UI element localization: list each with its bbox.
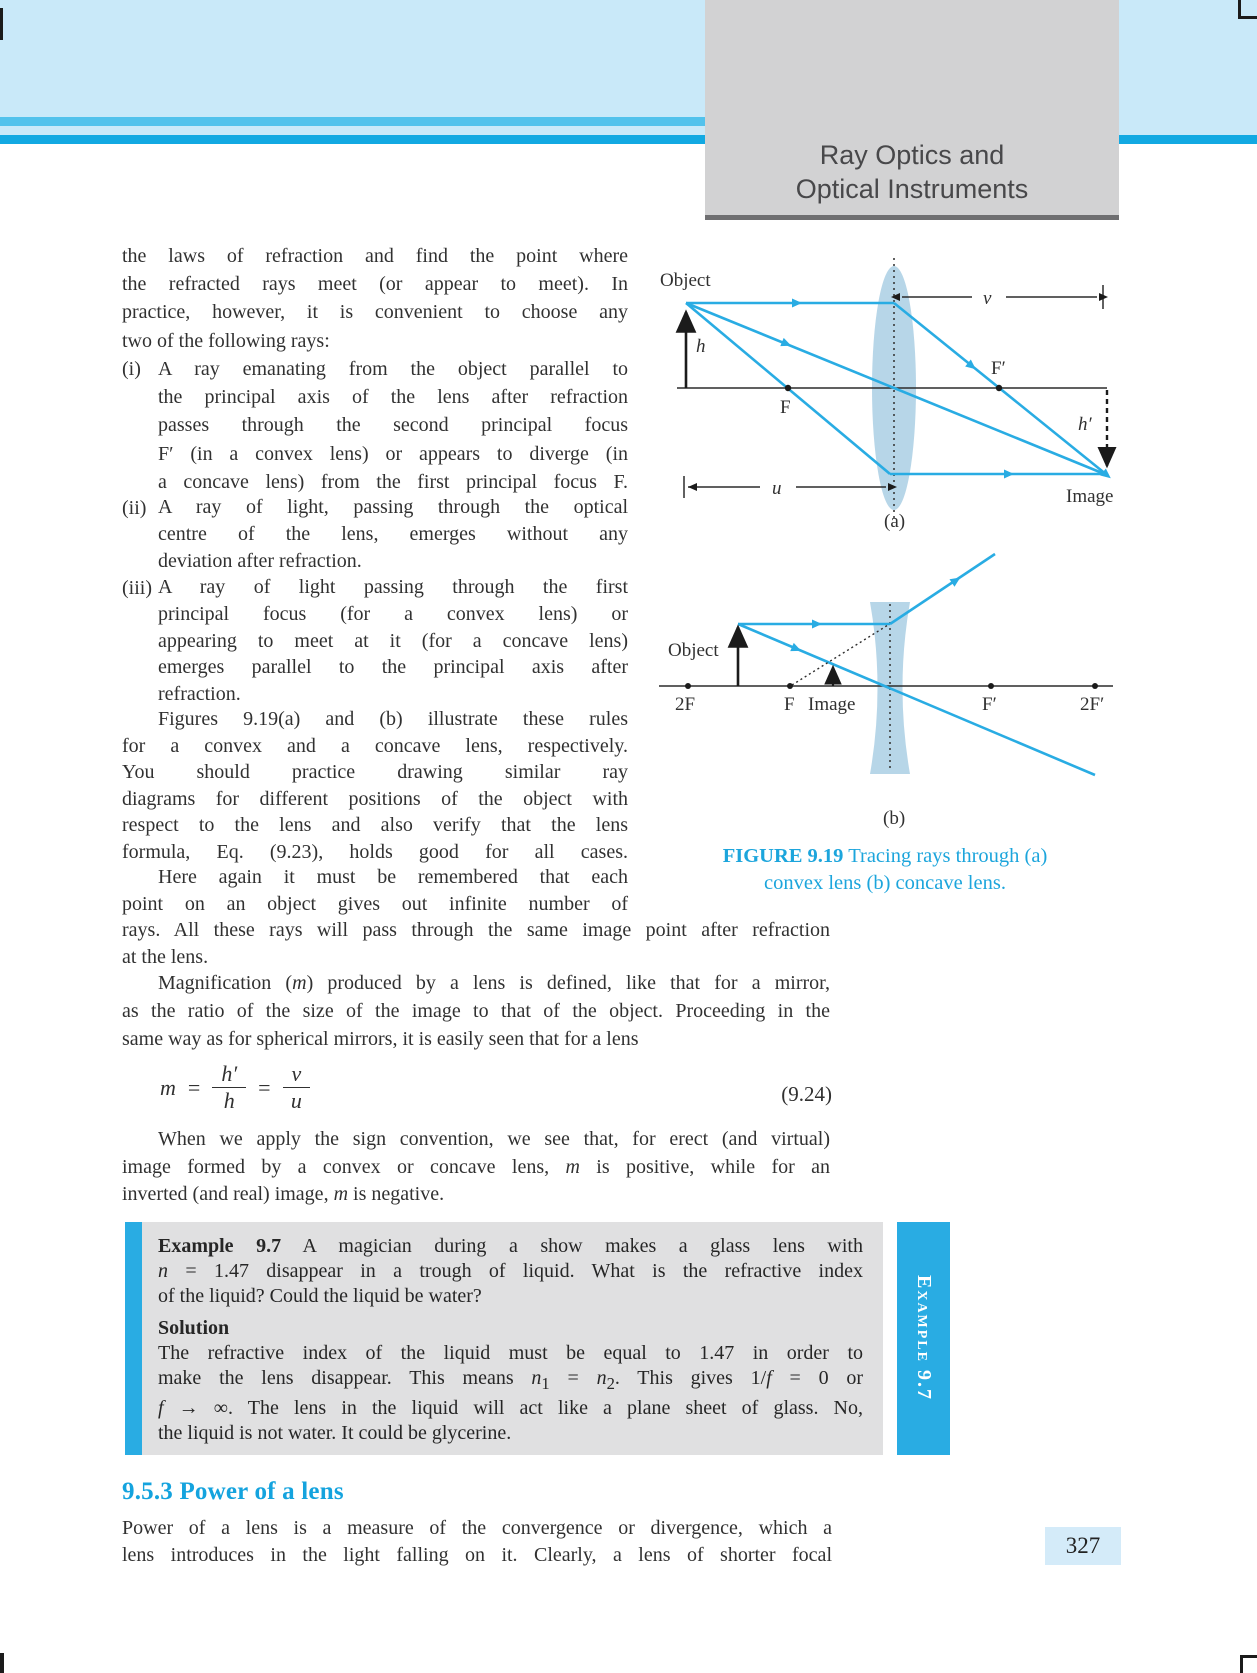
figure-convex-lens-diagram: [620, 240, 1180, 535]
section-heading: 9.5.3 Power of a lens: [122, 1478, 344, 1505]
equation-lhs: m: [160, 1074, 176, 1100]
2F-prime-label: 2F′: [1080, 694, 1105, 715]
focus-F-label: F: [780, 397, 791, 418]
example-content: [158, 1234, 863, 1446]
paragraph-wide-continuation: rays. All these rays will pass through the same image point after refraction at the lens.: [122, 919, 830, 968]
figure-caption-number: FIGURE 9.19: [722, 845, 844, 867]
fraction-h-prime-over-h: $\frac{h'}{h}$: [212, 1062, 246, 1113]
list-marker-i: (i): [122, 358, 141, 380]
v-distance-label: v: [983, 288, 992, 309]
object-height-label: h: [696, 336, 706, 357]
F-label: F: [784, 694, 795, 715]
object-label: Object: [668, 640, 719, 661]
page-number: 327: [1045, 1527, 1121, 1565]
example-problem: Example 9.7 A magician during a show makes a glass lens with n = 1.47 disappear in a trough of liquid. What is the refractive index of the liquid? Could the liquid be water?: [158, 1235, 863, 1308]
figure-caption: FIGURE 9.19 Tracing rays through (a) convex lens (b) concave lens.: [722, 845, 1048, 894]
example-box: [125, 1222, 883, 1455]
chapter-title-line1: Ray Optics and: [819, 140, 1005, 170]
list-item-ii: A ray of light, passing through the optical centre of the lens, emerges without any deviation after refraction.: [158, 496, 628, 572]
example-accent-bar: [125, 1222, 142, 1455]
example-solution: The refractive index of the liquid must be equal to 1.47 in order to make the lens disappear. This means $n_1 = n_2$. This gives 1/f = 0 or f → ∞. The lens in the liquid will act like a plane sheet of glass. No, the liquid is not water. It could be glycerine.: [158, 1341, 864, 1445]
header-stripe-light: [0, 117, 705, 126]
solution-label: Solution: [158, 1316, 230, 1339]
list-marker-iii: (iii): [122, 577, 152, 599]
image-label: Image: [808, 694, 856, 715]
focus-F-dot: [785, 385, 791, 391]
crop-mark-top-right: [1238, 0, 1257, 19]
crop-mark-top-left: [0, 8, 10, 40]
figure-caption-line2: convex lens (b) concave lens.: [764, 872, 1006, 894]
crop-mark-bottom-right: [1240, 1655, 1257, 1673]
virtual-ray-dotted: [792, 625, 888, 685]
paragraph-power-of-lens: Power of a lens is a measure of the convergence or divergence, which a lens introduces in the light falling on it. Clearly, a lens of shorter focal: [122, 1517, 832, 1566]
example-side-label: Example 9.7: [897, 1222, 950, 1455]
list-marker-ii: (ii): [122, 497, 147, 519]
paragraph-sign-convention: When we apply the sign convention, we see that, for erect (and virtual) image formed by a convex or concave lens, m is positive, while for an inverted (and real) image, m is negative.: [122, 1128, 830, 1206]
image-label: Image: [1066, 486, 1114, 507]
equation-number: (9.24): [781, 1082, 832, 1106]
paragraph-here-again: Here again it must be remembered that each point on an object gives out infinite number of: [122, 866, 628, 915]
u-dimension-line: [684, 476, 886, 498]
subfigure-b-label: (b): [883, 808, 906, 829]
subfigure-a-label: (a): [884, 511, 906, 532]
v-dimension-line: [902, 285, 1103, 309]
F-prime-label: F′: [982, 694, 997, 715]
equation-9-24: [160, 1062, 310, 1113]
figure-concave-lens-diagram: [620, 520, 1180, 840]
u-distance-label: u: [772, 478, 782, 499]
ray-arrowheads: [780, 299, 1113, 482]
focus-F-prime-label: F′: [991, 358, 1006, 379]
paragraph-figures: Figures 9.19(a) and (b) illustrate these rules for a convex and a concave lens, respectively. You should practice drawing similar ray diagrams for different positions of the object with respect to the lens and also verify that the lens formula, Eq. (9.23), holds good for all cases.: [122, 708, 628, 863]
paragraph-intro: the laws of refraction and find the point where the refracted rays meet (or appear to meet). In practice, however, it is convenient to choose any two of the following rays:: [122, 245, 628, 352]
chapter-title: [705, 138, 1119, 206]
object-label: Object: [660, 270, 711, 291]
equation-equals-2: =: [258, 1074, 271, 1100]
2F-label: 2F: [675, 694, 696, 715]
focus-F-prime-dot: [996, 385, 1002, 391]
list-item-iii: A ray of light passing through the first principal focus (for a convex lens) or appearing to meet at it (for a concave lens) emerges parallel to the principal axis after refraction.: [158, 576, 628, 706]
list-item-i: A ray emanating from the object parallel to the principal axis of the lens after refraction passes through the second principal focus F′ (in a convex lens) or appears to diverge (in a concave lens) from the first principal focus F.: [158, 358, 628, 493]
equation-equals-1: =: [187, 1074, 201, 1100]
paragraph-magnification: Magnification (m) produced by a lens is defined, like that for a mirror, as the ratio of the size of the image to that of the object. Proceeding in the same way as for spherical mirrors, it is easily seen that for a lens: [122, 972, 831, 1050]
crop-mark-bottom-left: [0, 1653, 9, 1673]
light-rays: [738, 554, 1095, 775]
image-height-label: h′: [1078, 414, 1092, 435]
chapter-title-line2: Optical Instruments: [795, 174, 1029, 204]
fraction-v-over-u: $\frac{v}{u}$: [283, 1062, 311, 1113]
